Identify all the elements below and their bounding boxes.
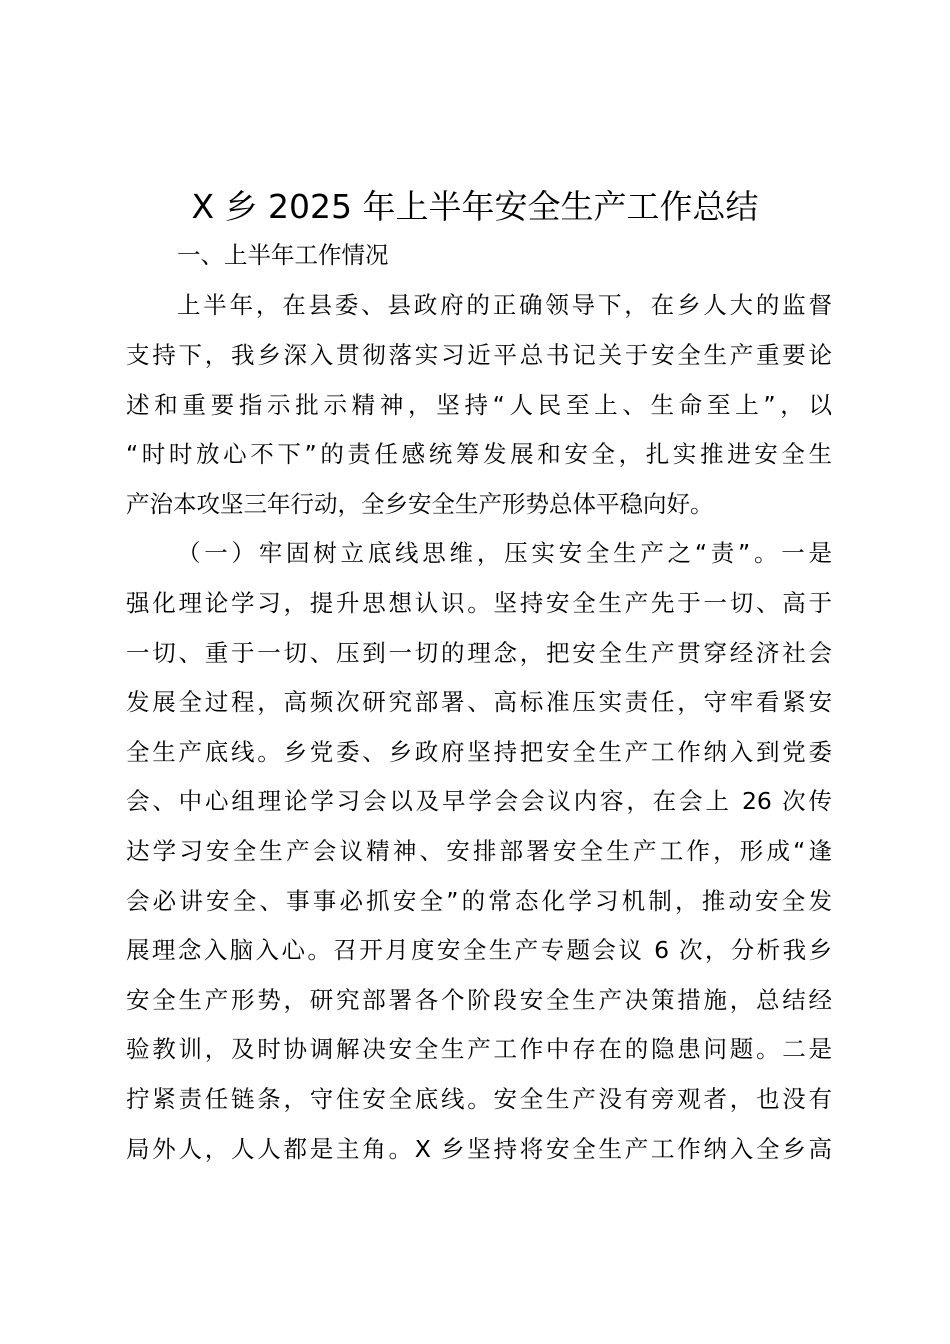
- section-heading: 一、上半年工作情况: [177, 241, 389, 269]
- paragraph-line: 验教训，及时协调解决安全生产工作中存在的隐患问题。二是: [126, 1035, 832, 1063]
- paragraph-line: （一）牢固树立底线思维，压实安全生产之“责”。一是: [177, 539, 832, 567]
- paragraph-line: 发展全过程，高频次研究部署、高标准压实责任，守牢看紧安: [126, 688, 832, 716]
- paragraph-line: 上半年，在县委、县政府的正确领导下，在乡人大的监督: [177, 291, 832, 319]
- paragraph-line: 会必讲安全、事事必抓安全”的常态化学习机制，推动安全发: [126, 887, 832, 915]
- paragraph-line: “时时放心不下”的责任感统筹发展和安全，扎实推进安全生: [126, 440, 832, 468]
- document-title: X 乡 2025 年上半年安全生产工作总结: [191, 187, 759, 226]
- paragraph-line: 拧紧责任链条，守住安全底线。安全生产没有旁观者，也没有: [126, 1085, 832, 1113]
- paragraph-line: 述和重要指示批示精神，坚持“人民至上、生命至上”，以: [126, 391, 832, 419]
- paragraph-line: 安全生产形势，研究部署各个阶段安全生产决策措施，总结经: [126, 986, 832, 1014]
- paragraph-line: 会、中心组理论学习会以及早学会会议内容，在会上 26 次传: [126, 787, 832, 815]
- paragraph-line: 支持下，我乡深入贯彻落实习近平总书记关于安全生产重要论: [126, 341, 832, 369]
- paragraph-line: 一切、重于一切、压到一切的理念，把安全生产贯穿经济社会: [126, 639, 832, 667]
- paragraph-line: 展理念入脑入心。召开月度安全生产专题会议 6 次，分析我乡: [126, 936, 832, 964]
- paragraph-line: 全生产底线。乡党委、乡政府坚持把安全生产工作纳入到党委: [126, 738, 832, 766]
- paragraph-line: 局外人，人人都是主角。X 乡坚持将安全生产工作纳入全乡高: [126, 1135, 832, 1163]
- paragraph-line: 强化理论学习，提升思想认识。坚持安全生产先于一切、高于: [126, 589, 832, 617]
- paragraph-line: 达学习安全生产会议精神、安排部署安全生产工作，形成“逢: [126, 837, 832, 865]
- paragraph-line: 产治本攻坚三年行动，全乡安全生产形势总体平稳向好。: [126, 490, 714, 518]
